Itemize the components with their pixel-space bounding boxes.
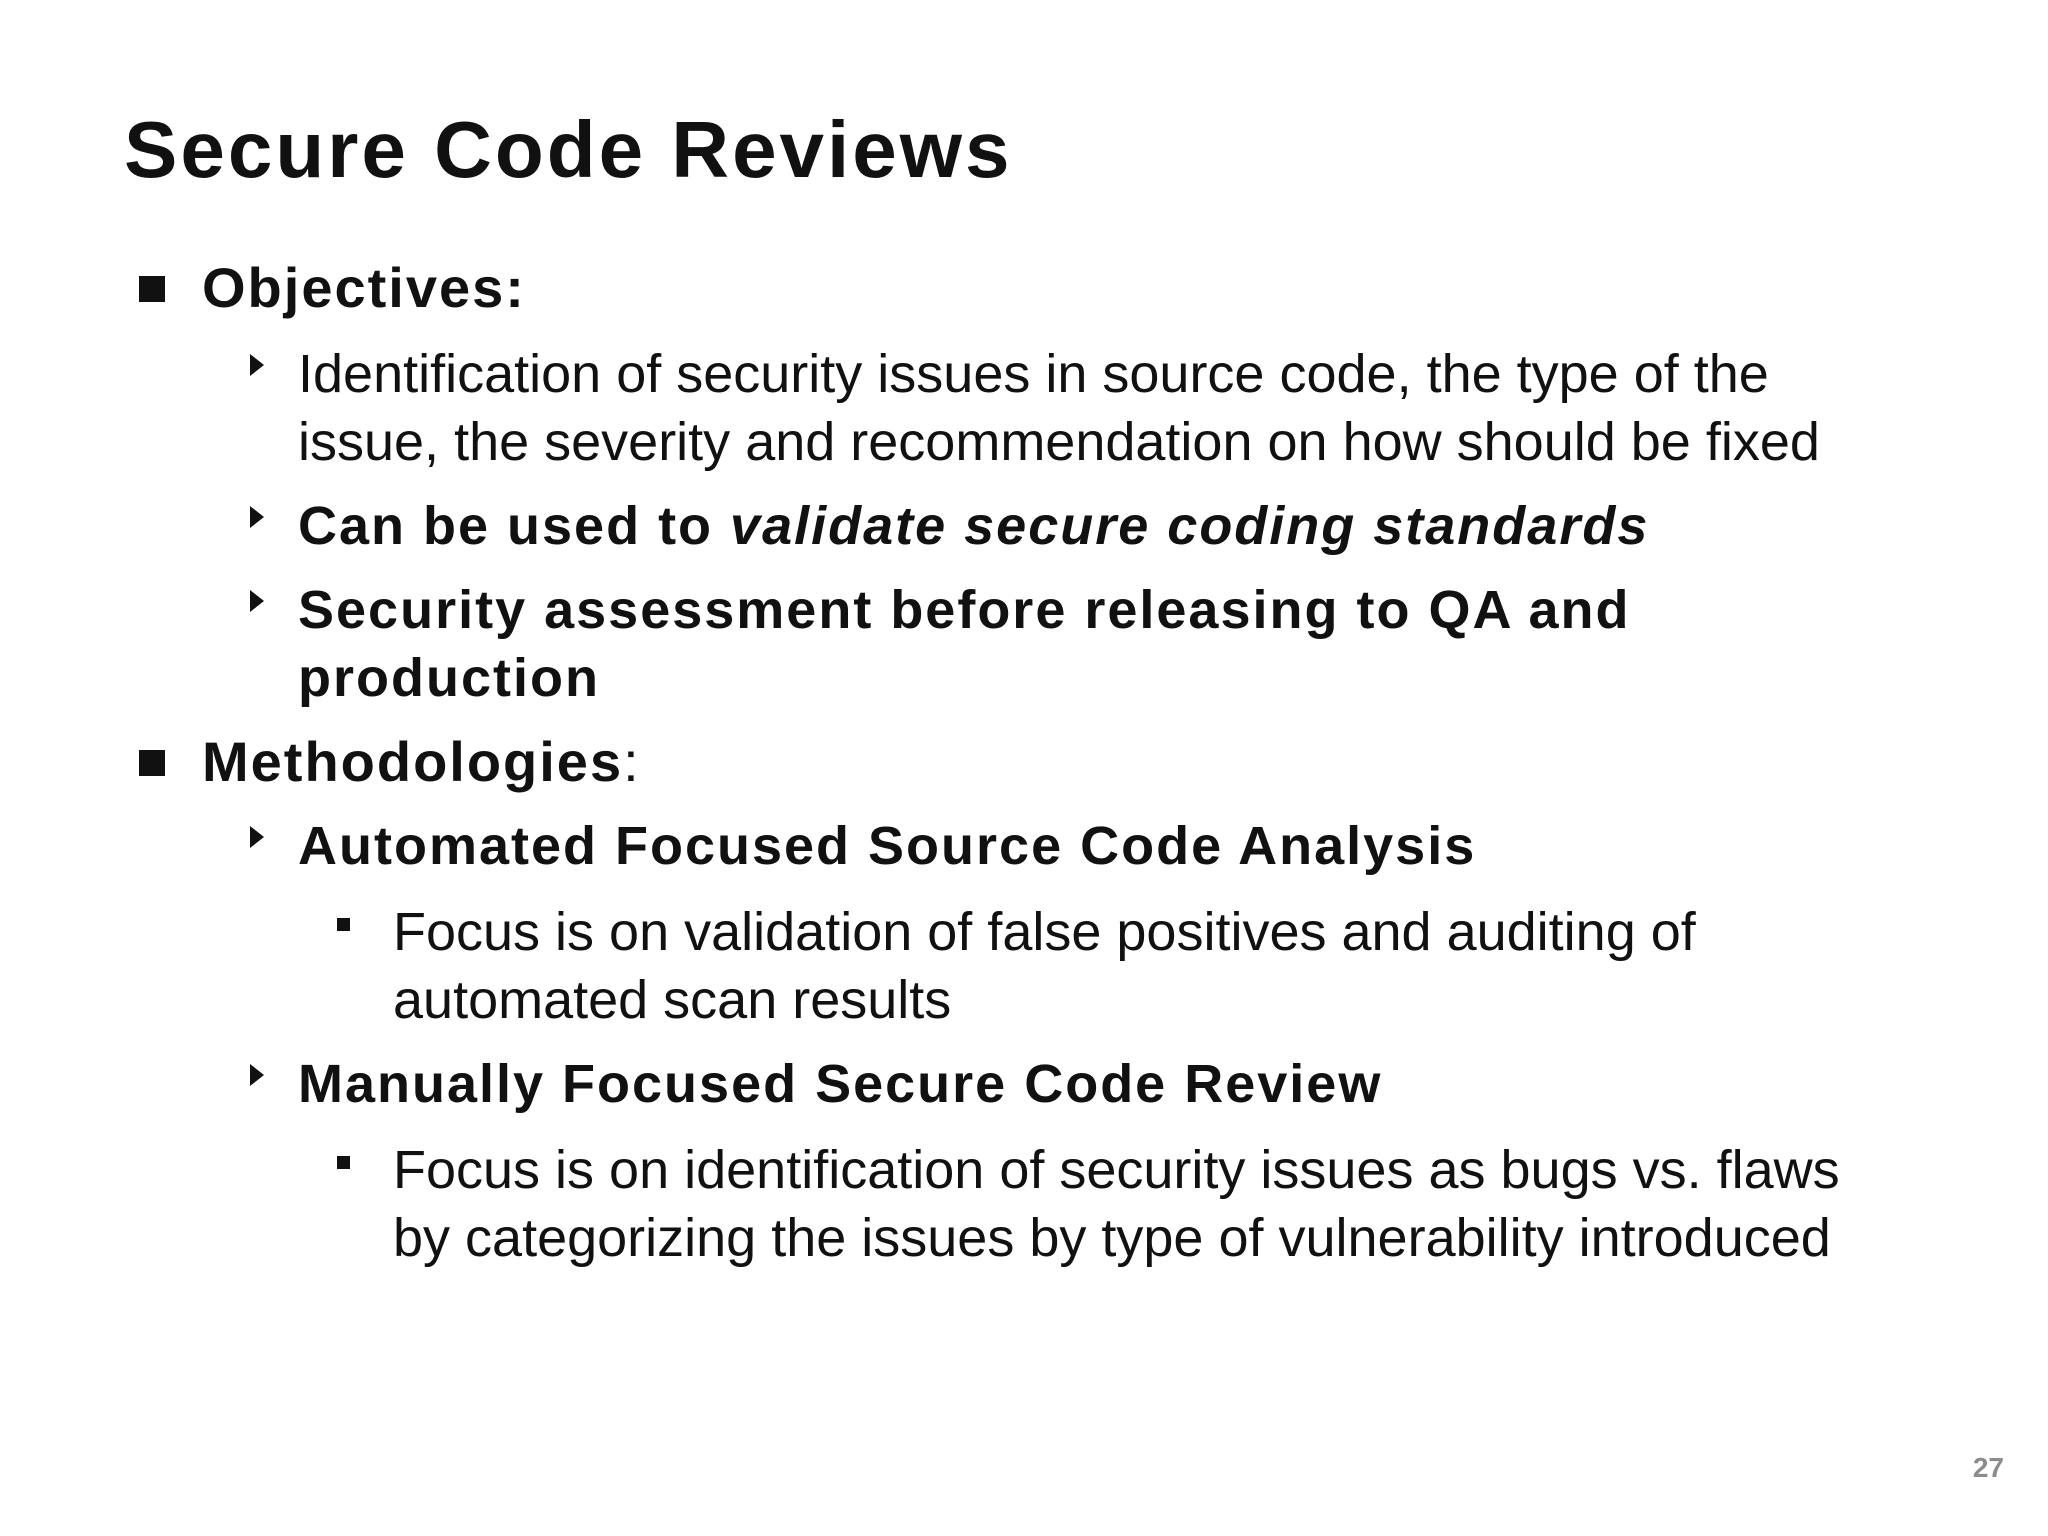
square-bullet-icon (139, 750, 165, 776)
methodology-label: Automated Focused Source Code Analysis (298, 816, 1477, 876)
triangle-bullet-icon (250, 826, 264, 848)
objective-emphasis: validate secure coding standards (730, 496, 1650, 556)
triangle-bullet-icon (250, 1064, 264, 1086)
methodology-detail-line: Focus is on validation of false positives and auditing of (393, 902, 1696, 962)
objective-text-line: issue, the severity and recommendation on how should be fixed (298, 412, 1820, 472)
methodology-detail-line: Focus is on identification of security issues as bugs vs. flaws (393, 1140, 1840, 1200)
small-square-bullet-icon (337, 1156, 350, 1169)
square-bullet-icon (139, 276, 165, 302)
page-number: 27 (1972, 1452, 2004, 1483)
section-heading-suffix: : (623, 730, 641, 793)
triangle-bullet-icon (250, 354, 264, 376)
section-heading: Objectives: (202, 256, 526, 319)
triangle-bullet-icon (250, 506, 264, 528)
methodology-label: Manually Focused Secure Code Review (298, 1054, 1383, 1114)
slide-title: Secure Code Reviews (124, 105, 1013, 194)
objective-text-line: Security assessment before releasing to QA and (298, 580, 1631, 640)
objective-text-line: production (298, 648, 600, 708)
section-heading (202, 728, 641, 796)
section-heading-text: Methodologies (202, 730, 624, 793)
methodology-detail-line: by categorizing the issues by type of vulnerability introduced (393, 1208, 1831, 1268)
objective-text-line: Identification of security issues in source code, the type of the (298, 344, 1769, 404)
objective-text-line (298, 492, 1649, 560)
small-square-bullet-icon (337, 918, 350, 931)
objective-prefix: Can be used to (298, 496, 731, 556)
methodology-detail-line: automated scan results (393, 970, 952, 1030)
triangle-bullet-icon (250, 590, 264, 612)
